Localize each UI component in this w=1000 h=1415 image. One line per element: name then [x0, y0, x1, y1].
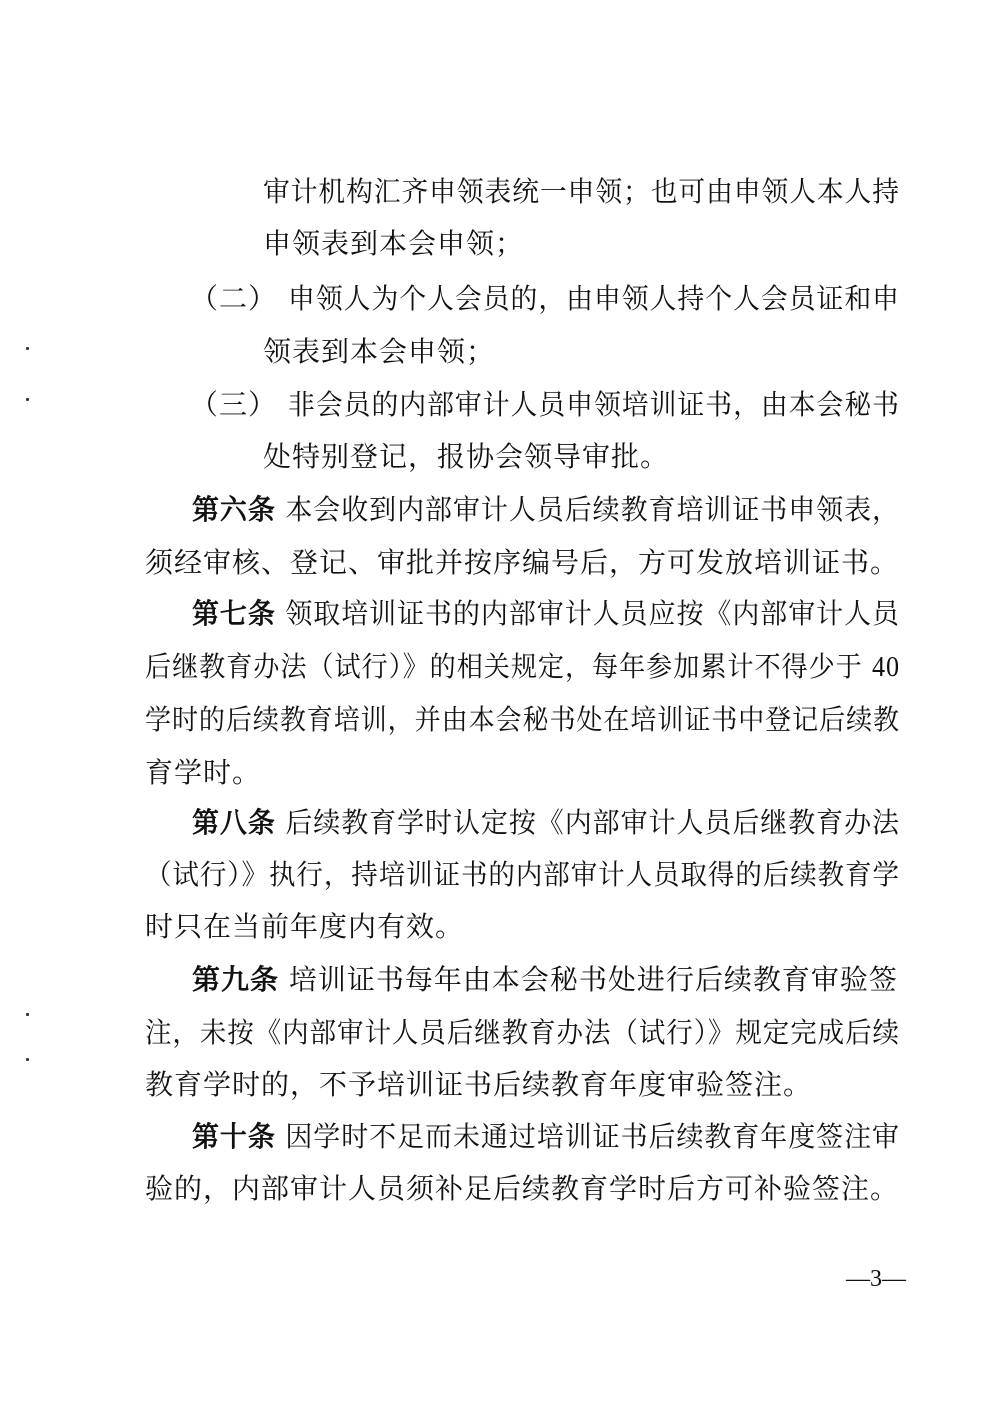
- margin-mark: [26, 1013, 29, 1016]
- article-6-text: 本会收到内部审计人员后续教育培训证书申领表，: [285, 493, 900, 526]
- article-9-line1: [192, 963, 898, 997]
- article-10-text: 因学时不足而未通过培训证书后续教育年度签注审: [285, 1120, 900, 1153]
- article-9-line3: 教育学时的，不予培训证书后续教育年度审验签注。: [145, 1068, 813, 1101]
- item3-line2: 处特别登记，报协会领导审批。: [263, 440, 670, 473]
- article-7-line3: 学时的后续教育培训，并由本会秘书处在培训证书中登记后续教: [145, 703, 901, 736]
- article-6-heading: 第六条: [192, 493, 276, 526]
- item2-line1: 申领人为个人会员的，由申领人持个人会员证和申: [288, 282, 900, 315]
- article-10-line2: 验的，内部审计人员须补足后续教育学时后方可补验签注。: [145, 1172, 900, 1205]
- article-10-line1: [192, 1120, 900, 1154]
- item1-line2: 申领表到本会申领；: [263, 227, 525, 260]
- article-7-line2: [145, 650, 900, 685]
- margin-mark: [26, 347, 29, 350]
- article-9-text: 培训证书每年由本会秘书处进行后续教育审验签: [288, 963, 898, 996]
- article-9-heading: 第九条: [192, 963, 280, 996]
- item3-line1: 非会员的内部审计人员申领培训证书，由本会秘书: [288, 388, 900, 421]
- article-7-line4: 育学时。: [145, 756, 262, 789]
- article-10-heading: 第十条: [192, 1120, 276, 1153]
- article-7-line2-text: 后继教育办法（试行）》的相关规定，每年参加累计不得少于: [145, 650, 863, 683]
- article-7-heading: 第七条: [192, 597, 276, 630]
- item3-marker: （三）: [190, 388, 278, 421]
- item2-line2: 领表到本会申领；: [263, 335, 496, 368]
- article-8-line1: [192, 806, 900, 840]
- article-7-hours: 40: [871, 652, 900, 683]
- article-6-line1: [192, 493, 900, 527]
- item1-line1: 审计机构汇齐申领表统一申领；也可由申领人本人持: [263, 175, 900, 208]
- article-7-text: 领取培训证书的内部审计人员应按《内部审计人员: [285, 597, 900, 630]
- article-9-line2: 注，未按《内部审计人员后继教育办法（试行）》规定完成后续: [145, 1016, 901, 1049]
- article-8-heading: 第八条: [192, 806, 276, 839]
- article-7-line1: [192, 597, 900, 631]
- article-6-line2: 须经审核、登记、审批并按序编号后，方可发放培训证书。: [145, 546, 900, 579]
- item2-marker: （二）: [190, 282, 278, 315]
- article-8-line3: 时只在当前年度内有效。: [145, 910, 465, 943]
- page-number: —3—: [846, 1266, 906, 1292]
- article-8-text: 后续教育学时认定按《内部审计人员后继教育办法: [285, 806, 900, 839]
- article-8-line2: （试行）》执行，持培训证书的内部审计人员取得的后续教育学: [145, 858, 901, 891]
- margin-mark: [26, 398, 29, 401]
- margin-mark: [26, 1058, 29, 1061]
